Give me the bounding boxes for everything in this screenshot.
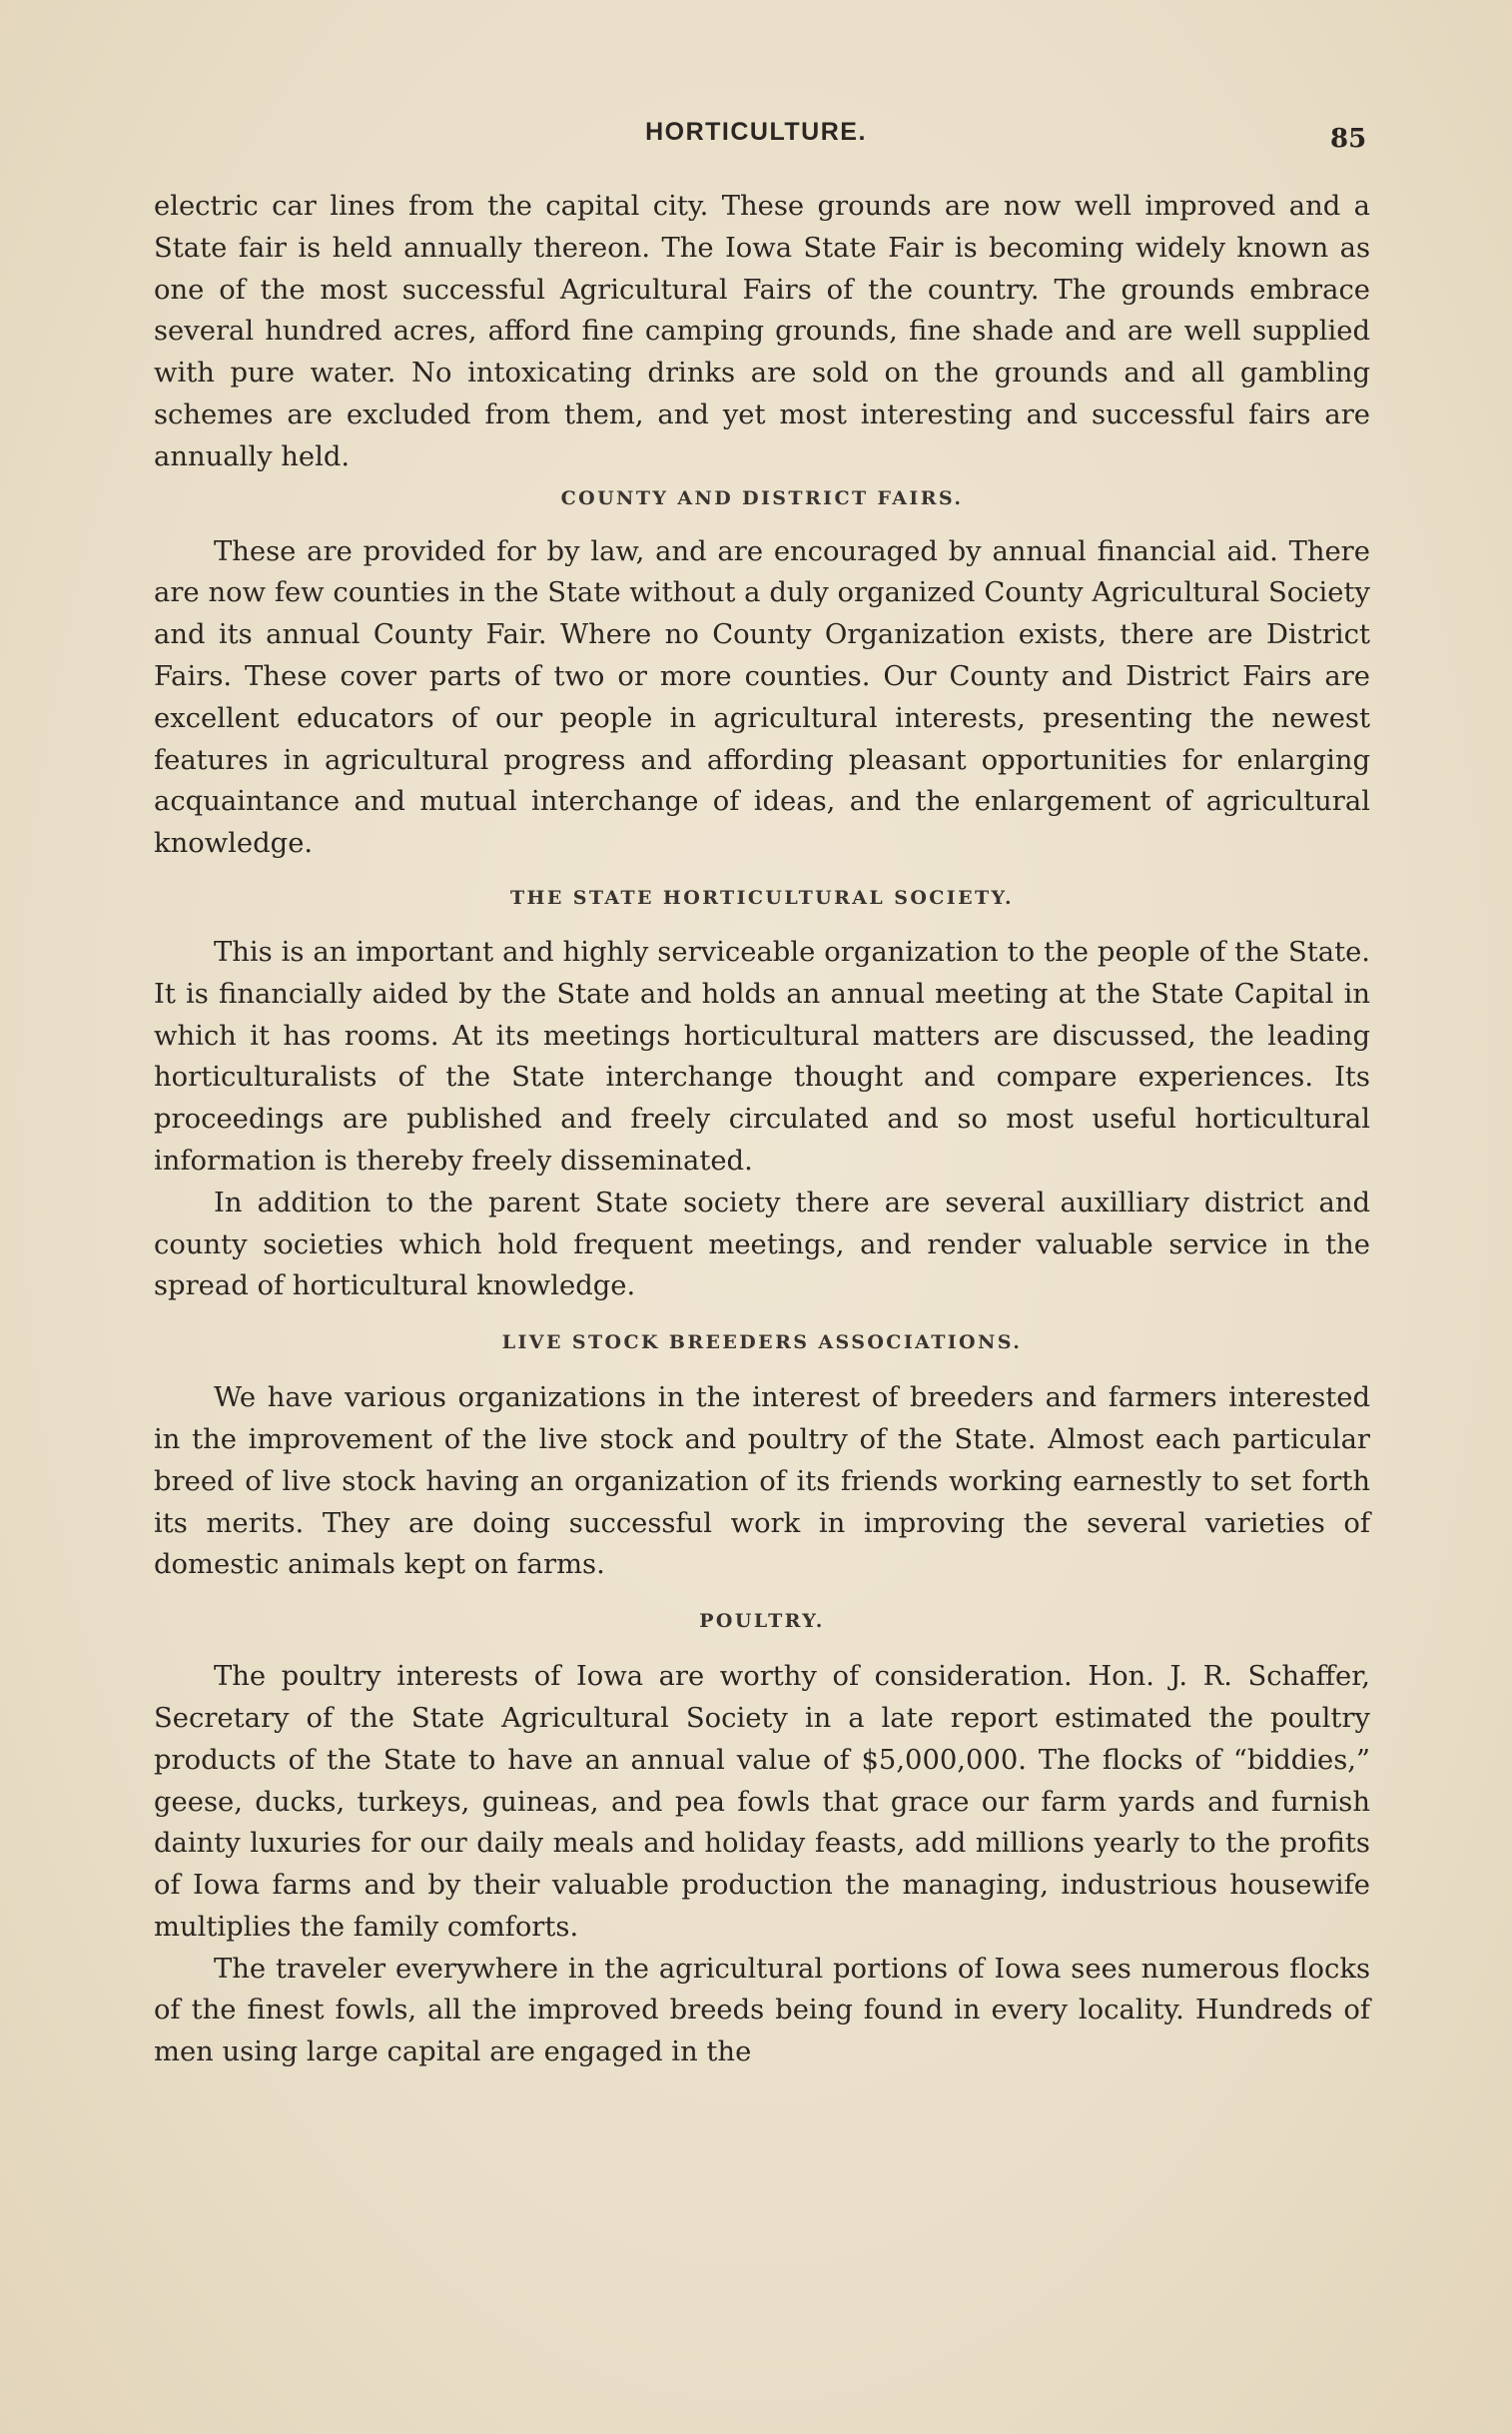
page-number: 85 xyxy=(1330,124,1367,154)
paragraph-poultry-value: The poultry interests of Iowa are worthy of consideration. Hon. J. R. Schaffer, Secretary of the State Agricultural Society in a late report estimated the poultry products of the State to have an annual value of $5,000,000. The flocks of “biddies,” geese, ducks, turkeys, guineas, and pea fowls that grace our farm yards and furnish dainty luxuries for our daily meals and holiday feasts, add millions yearly to the profits of Iowa farms and by their valuable production the managing, industrious housewife multiplies the family comforts. xyxy=(154,1661,1370,1943)
section-heading-county-district-fairs: COUNTY AND DISTRICT FAIRS. xyxy=(560,486,964,509)
section-heading-poultry: POULTRY. xyxy=(699,1610,825,1633)
running-title: HORTICULTURE. xyxy=(645,118,867,146)
opening-paragraph: electric car lines from the capital city. These grounds are now well improved and a State fair is held annually thereon. The Iowa State Fair is becoming widely known as one of the most successful Agricultural Fairs of the country. The grounds embrace several hundred acres, afford fine camping grounds, fine shade and are well supplied with pure water. No intoxicating drinks are sold on the grounds and all gambling schemes are excluded from them, and yet most interesting and successful fairs are annually held. xyxy=(154,191,1370,472)
section-heading-horticultural-society: THE STATE HORTICULTURAL SOCIETY. xyxy=(509,886,1015,909)
section-heading-live-stock-breeders: LIVE STOCK BREEDERS ASSOCIATIONS. xyxy=(501,1331,1023,1354)
paragraph-live-stock: We have various organizations in the interest of breeders and farmers interested in the improvement of the live stock and poultry of the State. Almost each particular breed of live stock having an organization of its friends working earnestly to set forth its merits. They are doing successful work in improving the several varieties of domestic animals kept on farms. xyxy=(154,1382,1370,1581)
body-text xyxy=(154,186,1370,2073)
paragraph-poultry-flocks: The traveler everywhere in the agricultural portions of Iowa sees numerous flocks of the finest fowls, all the improved breeds being found in every locality. Hundreds of men using large capital are engaged in the xyxy=(154,1953,1370,2068)
paragraph-county-fairs: These are provided for by law, and are encouraged by annual financial aid. There are now few counties in the State without a duly organized County Agricultural Society and its annual County Fair. Where no County Organization exists, there are District Fairs. These cover parts of two or more counties. Our County and District Fairs are excellent educators of our people in agricultural interests, presenting the newest features in agricultural progress and affording pleasant opportunities for enlarging acquaintance and mutual interchange of ideas, and the enlargement of agricultural knowledge. xyxy=(154,535,1370,860)
paragraph-horticultural-society: This is an important and highly serviceable organization to the people of the State. It is financially aided by the State and holds an annual meeting at the State Capital in which it has rooms. At its meetings horticultural matters are discussed, the leading horticulturalists of the State interchange thought and compare experiences. Its proceedings are published and freely circulated and so most useful horticultural information is thereby freely disseminated. xyxy=(154,936,1370,1177)
running-head xyxy=(0,118,1512,158)
paragraph-auxiliary-societies: In addition to the parent State society there are several auxilliary district and county societies which hold frequent meetings, and render valuable service in the spread of horticultural knowledge. xyxy=(154,1187,1370,1302)
